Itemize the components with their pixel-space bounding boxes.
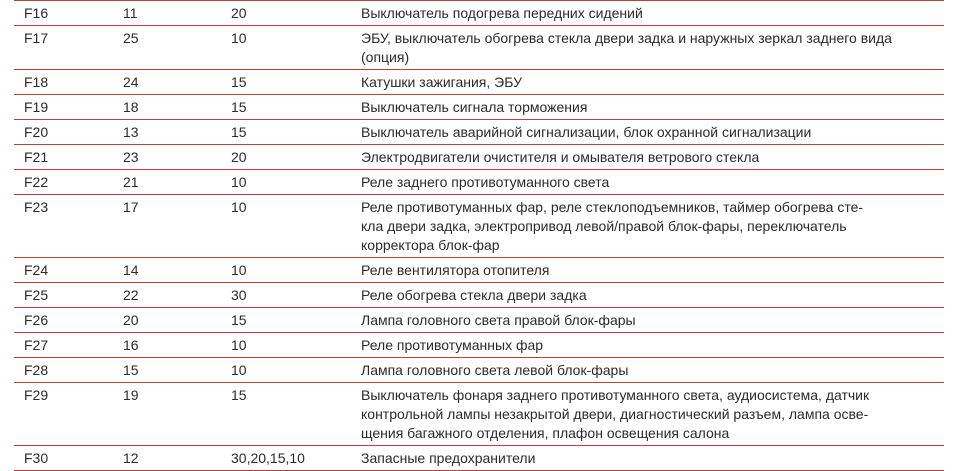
fuse-amperage: 15: [231, 308, 361, 333]
fuse-table: [14, 0, 944, 471]
fuse-number: 12: [123, 446, 231, 471]
fuse-description: Реле обогрева стекла двери задка: [361, 283, 944, 308]
fuse-description: Реле противотуманных фар, реле стеклоподъемников, таймер обогрева сте- кла двери задка, электропривод левой/правой блок-фары, переключатель корректора блок-фар: [361, 195, 944, 258]
fuse-amperage: 15: [231, 70, 361, 95]
table-row: [14, 1, 944, 26]
table-row: [14, 195, 944, 258]
fuse-id: F28: [14, 358, 123, 383]
fuse-id: F20: [14, 120, 123, 145]
fuse-number: 22: [123, 283, 231, 308]
fuse-id: F25: [14, 283, 123, 308]
table-row: [14, 145, 944, 170]
fuse-description: Реле заднего противотуманного света: [361, 170, 944, 195]
fuse-id: F19: [14, 95, 123, 120]
fuse-number: 25: [123, 26, 231, 70]
fuse-amperage: 15: [231, 120, 361, 145]
fuse-amperage: 10: [231, 333, 361, 358]
table-row: [14, 120, 944, 145]
fuse-amperage: 10: [231, 195, 361, 258]
fuse-number: 13: [123, 120, 231, 145]
fuse-id: F29: [14, 383, 123, 446]
table-row: [14, 283, 944, 308]
table-row: [14, 446, 944, 471]
fuse-id: F17: [14, 26, 123, 70]
table-row: [14, 26, 944, 70]
fuse-description: Запасные предохранители: [361, 446, 944, 471]
fuse-number: 15: [123, 358, 231, 383]
table-row: [14, 95, 944, 120]
fuse-number: 18: [123, 95, 231, 120]
fuse-number: 19: [123, 383, 231, 446]
fuse-description: ЭБУ, выключатель обогрева стекла двери задка и наружных зеркал заднего вида (опция): [361, 26, 944, 70]
fuse-id: F22: [14, 170, 123, 195]
table-row: [14, 70, 944, 95]
fuse-amperage: 20: [231, 145, 361, 170]
fuse-number: 11: [123, 1, 231, 26]
fuse-id: F23: [14, 195, 123, 258]
fuse-amperage: 10: [231, 170, 361, 195]
fuse-amperage: 20: [231, 1, 361, 26]
table-row: [14, 333, 944, 358]
fuse-table-body: [14, 1, 944, 471]
table-row: [14, 308, 944, 333]
fuse-amperage: 30: [231, 283, 361, 308]
table-row: [14, 383, 944, 446]
fuse-id: F26: [14, 308, 123, 333]
fuse-description: Выключатель подогрева передних сидений: [361, 1, 944, 26]
fuse-number: 23: [123, 145, 231, 170]
fuse-description: Реле противотуманных фар: [361, 333, 944, 358]
fuse-amperage: 10: [231, 26, 361, 70]
fuse-id: F27: [14, 333, 123, 358]
fuse-number: 16: [123, 333, 231, 358]
fuse-id: F30: [14, 446, 123, 471]
fuse-number: 24: [123, 70, 231, 95]
fuse-description: Выключатель сигнала торможения: [361, 95, 944, 120]
fuse-amperage: 10: [231, 258, 361, 283]
fuse-amperage: 15: [231, 95, 361, 120]
fuse-number: 14: [123, 258, 231, 283]
fuse-id: F24: [14, 258, 123, 283]
fuse-number: 21: [123, 170, 231, 195]
fuse-description: Выключатель аварийной сигнализации, блок охранной сигнализации: [361, 120, 944, 145]
table-row: [14, 358, 944, 383]
fuse-description: Лампа головного света левой блок-фары: [361, 358, 944, 383]
fuse-amperage: 10: [231, 358, 361, 383]
fuse-description: Реле вентилятора отопителя: [361, 258, 944, 283]
fuse-description: Выключатель фонаря заднего противотуманного света, аудиосистема, датчик контрольной лампы незакрытой двери, диагностический разъем, лампа осве- щения багажного отделения, плафон освещения салона: [361, 383, 944, 446]
fuse-description: Электродвигатели очистителя и омывателя ветрового стекла: [361, 145, 944, 170]
fuse-description: Катушки зажигания, ЭБУ: [361, 70, 944, 95]
fuse-id: F21: [14, 145, 123, 170]
fuse-description: Лампа головного света правой блок-фары: [361, 308, 944, 333]
fuse-id: F18: [14, 70, 123, 95]
table-row: [14, 258, 944, 283]
fuse-number: 20: [123, 308, 231, 333]
fuse-amperage: 15: [231, 383, 361, 446]
fuse-number: 17: [123, 195, 231, 258]
fuse-amperage: 30,20,15,10: [231, 446, 361, 471]
fuse-id: F16: [14, 1, 123, 26]
table-row: [14, 170, 944, 195]
